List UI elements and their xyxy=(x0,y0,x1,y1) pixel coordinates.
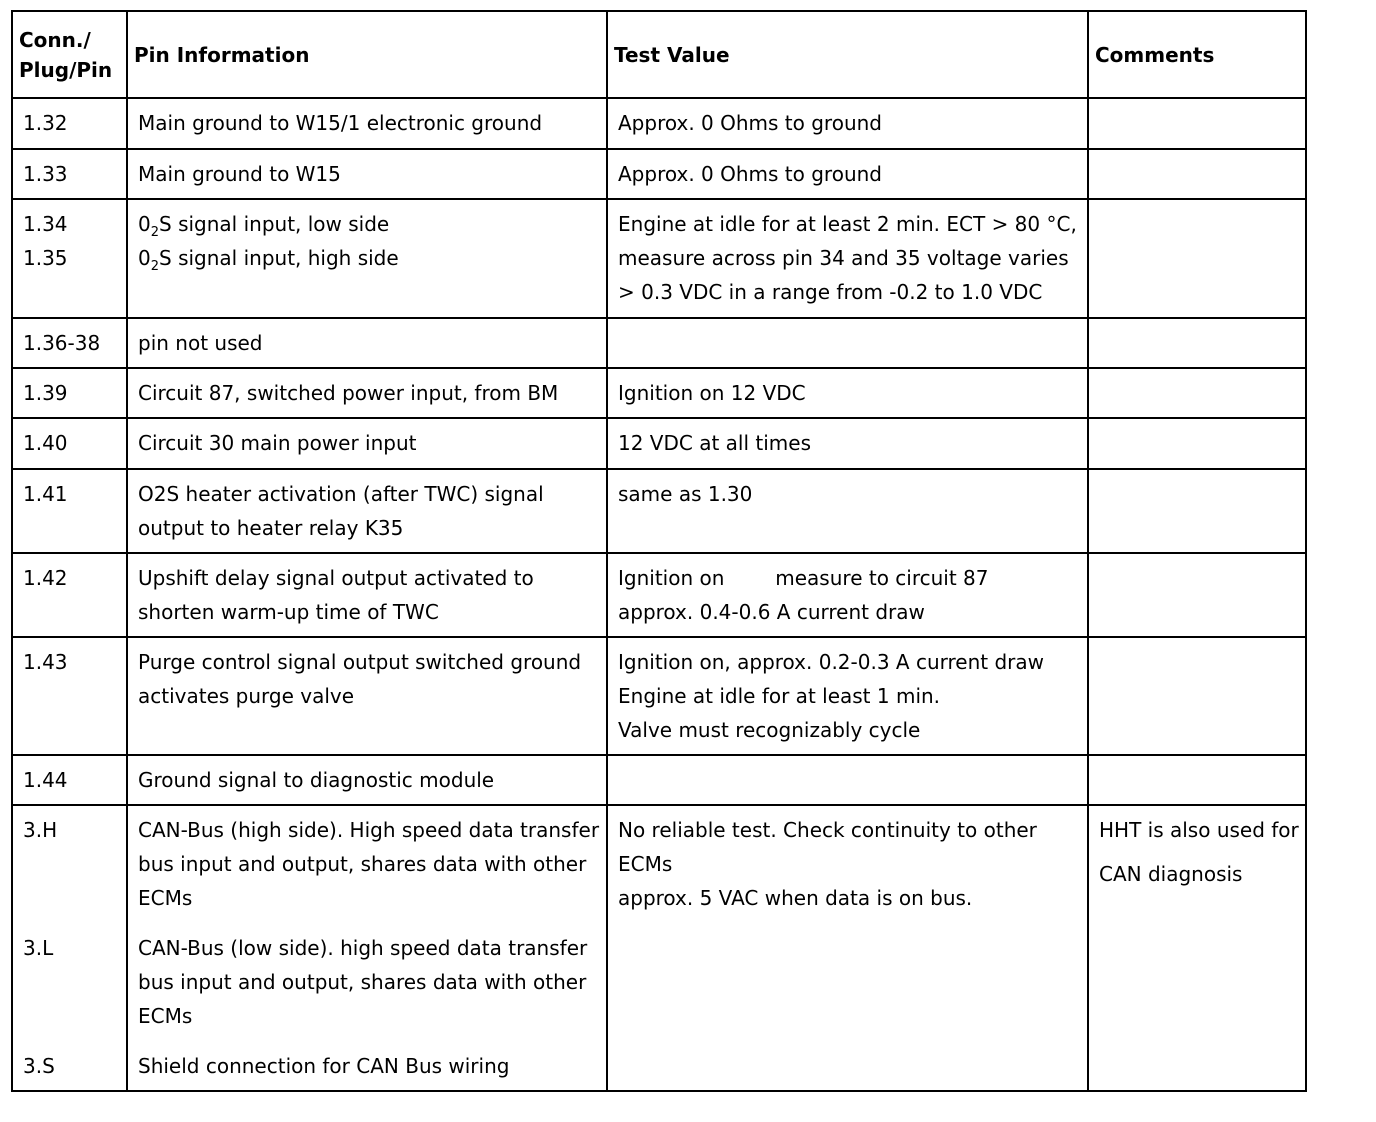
table-row xyxy=(12,805,1306,1091)
pin-cell: 1.39 xyxy=(12,368,127,418)
test-value-cell xyxy=(607,755,1088,805)
header-test-value: Test Value xyxy=(607,11,1088,98)
comment-cell xyxy=(1088,98,1306,149)
test-value-cell: Ignition on measure to circuit 87 approx. 0.4-0.6 A current draw xyxy=(607,553,1088,637)
test-value-cell: Ignition on, approx. 0.2-0.3 A current draw Engine at idle for at least 1 min. Valve must recognizably cycle xyxy=(607,637,1088,755)
test-value-cell: Ignition on 12 VDC xyxy=(607,368,1088,418)
comment-cell xyxy=(1088,199,1306,318)
pin-info-cell: Main ground to W15/1 electronic ground xyxy=(127,98,607,149)
pin-info-cell: $0_2S$ signal input, low side $0_2S$ signal input, high side xyxy=(127,199,607,318)
header-comments: Comments xyxy=(1088,11,1306,98)
comment-cell xyxy=(1088,368,1306,418)
test-value-cell xyxy=(607,318,1088,368)
pin-info-cell: CAN-Bus (high side). High speed data transfer bus input and output, shares data with other ECMs CAN-Bus (low side). high speed data transfer bus input and output, shares data with other ECMs Shield connection for CAN Bus wiring xyxy=(127,805,607,1091)
header-row xyxy=(12,11,1306,98)
test-value-cell: Approx. 0 Ohms to ground xyxy=(607,98,1088,149)
pin-info-cell: Ground signal to diagnostic module xyxy=(127,755,607,805)
table-row xyxy=(12,469,1306,553)
pin-table xyxy=(11,10,1307,1092)
pin-cell: 3.H 3.L 3.S xyxy=(12,805,127,1091)
table-row xyxy=(12,318,1306,368)
table-row xyxy=(12,98,1306,149)
comment-cell xyxy=(1088,553,1306,637)
pin-info-cell: O2S heater activation (after TWC) signal output to heater relay K35 xyxy=(127,469,607,553)
test-value-cell: same as 1.30 xyxy=(607,469,1088,553)
test-value-cell: Engine at idle for at least 2 min. ECT > 80 °C, measure across pin 34 and 35 voltage varies > 0.3 VDC in a range from -0.2 to 1.0 VDC xyxy=(607,199,1088,318)
pin-cell: 1.44 xyxy=(12,755,127,805)
pin-info-cell: Purge control signal output switched ground activates purge valve xyxy=(127,637,607,755)
pin-cell: 1.32 xyxy=(12,98,127,149)
table-row xyxy=(12,418,1306,469)
table-row xyxy=(12,553,1306,637)
pin-cell: 1.36-38 xyxy=(12,318,127,368)
comment-cell xyxy=(1088,637,1306,755)
comment-cell xyxy=(1088,755,1306,805)
test-value-cell: 12 VDC at all times xyxy=(607,418,1088,469)
pin-info-cell: Circuit 87, switched power input, from BM xyxy=(127,368,607,418)
comment-cell xyxy=(1088,418,1306,469)
header-pin-info: Pin Information xyxy=(127,11,607,98)
pin-cell: 1.34 1.35 xyxy=(12,199,127,318)
comment-cell xyxy=(1088,318,1306,368)
pin-info-cell: pin not used xyxy=(127,318,607,368)
pin-info-cell: Main ground to W15 xyxy=(127,149,607,199)
pin-cell: 1.42 xyxy=(12,553,127,637)
table-row xyxy=(12,149,1306,199)
table-row xyxy=(12,199,1306,318)
table-row xyxy=(12,755,1306,805)
comment-cell: HHT is also used for CAN diagnosis xyxy=(1088,805,1306,1091)
table-row xyxy=(12,637,1306,755)
pin-cell: 1.43 xyxy=(12,637,127,755)
table-row xyxy=(12,368,1306,418)
comment-cell xyxy=(1088,149,1306,199)
comment-cell xyxy=(1088,469,1306,553)
pin-cell: 1.41 xyxy=(12,469,127,553)
test-value-cell: No reliable test. Check continuity to other ECMs approx. 5 VAC when data is on bus. xyxy=(607,805,1088,1091)
test-value-cell: Approx. 0 Ohms to ground xyxy=(607,149,1088,199)
pin-info-cell: Upshift delay signal output activated to shorten warm-up time of TWC xyxy=(127,553,607,637)
pin-info-cell: Circuit 30 main power input xyxy=(127,418,607,469)
header-conn: Conn./ Plug/Pin xyxy=(12,11,127,98)
pin-cell: 1.33 xyxy=(12,149,127,199)
pin-cell: 1.40 xyxy=(12,418,127,469)
